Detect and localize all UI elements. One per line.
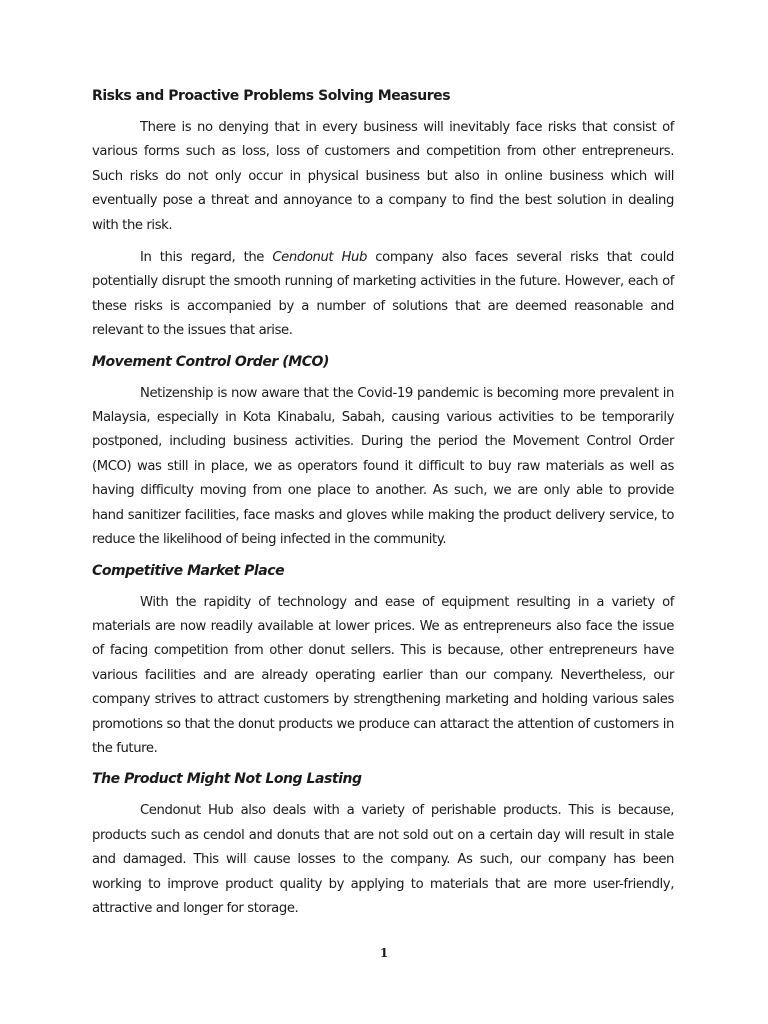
company-name: Cendonut Hub: [272, 250, 367, 266]
document-page: [92, 86, 674, 929]
intro-paragraph-2-start: In this regard, the: [140, 250, 273, 266]
section-heading-mco: Movement Control Order (MCO): [92, 353, 329, 370]
page-number: 1: [379, 946, 389, 960]
document-title: Risks and Proactive Problems Solving Measures: [92, 88, 451, 104]
section-body-mco: Netizenship is now aware that the Covid-19 pandemic is becoming more prevalent in Malaysia, especially in Kota Kinabalu, Sabah, causing various activities to be temporarily postponed, including business activities. During the period the Movement Control Order (MCO) was still in place, we as operators found it difficult to buy raw materials as well as having difficulty moving from one place to another. As such, we are only able to provide hand sanitizer facilities, face masks and gloves while making the product delivery service, to reduce the likelihood of being infected in the community.: [92, 385, 674, 548]
section-body-product-lasting: Cendonut Hub also deals with a variety of perishable products. This is because, products such as cendol and donuts that are not sold out on a certain day will result in stale and damaged. This will cause losses to the company. As such, our company has been working to improve product quality by applying to materials that are more user-friendly, attractive and longer for storage.: [92, 803, 674, 916]
intro-paragraph-2-end: company also faces several risks that could potentially disrupt the smooth running of marketing activities in the future. However, each of these risks is accompanied by a number of solutions that are deemed reasonable and relevant to the issues that arise.: [92, 250, 674, 339]
section-heading-competitive-market: Competitive Market Place: [92, 562, 285, 579]
intro-paragraph-1: There is no denying that in every business will inevitably face risks that consist of various forms such as loss, loss of customers and competition from other entrepreneurs. Such risks do not only occur in physical business but also in online business which will eventually pose a threat and annoyance to a company to find the best solution in dealing with the risk.: [92, 120, 674, 233]
section-heading-product-lasting: The Product Might Not Long Lasting: [92, 771, 362, 788]
section-body-competitive-market: With the rapidity of technology and ease of equipment resulting in a variety of materials are now readily available at lower prices. We as entrepreneurs also face the issue of facing competition from other donut sellers. This is because, other entrepreneurs have various facilities and are already operating earlier than our company. Nevertheless, our company strives to attract customers by strengthening marketing and holding various sales promotions so that the donut products we produce can attaract the attention of customers in the future.: [92, 594, 674, 756]
intro-paragraph-2: [92, 246, 674, 344]
